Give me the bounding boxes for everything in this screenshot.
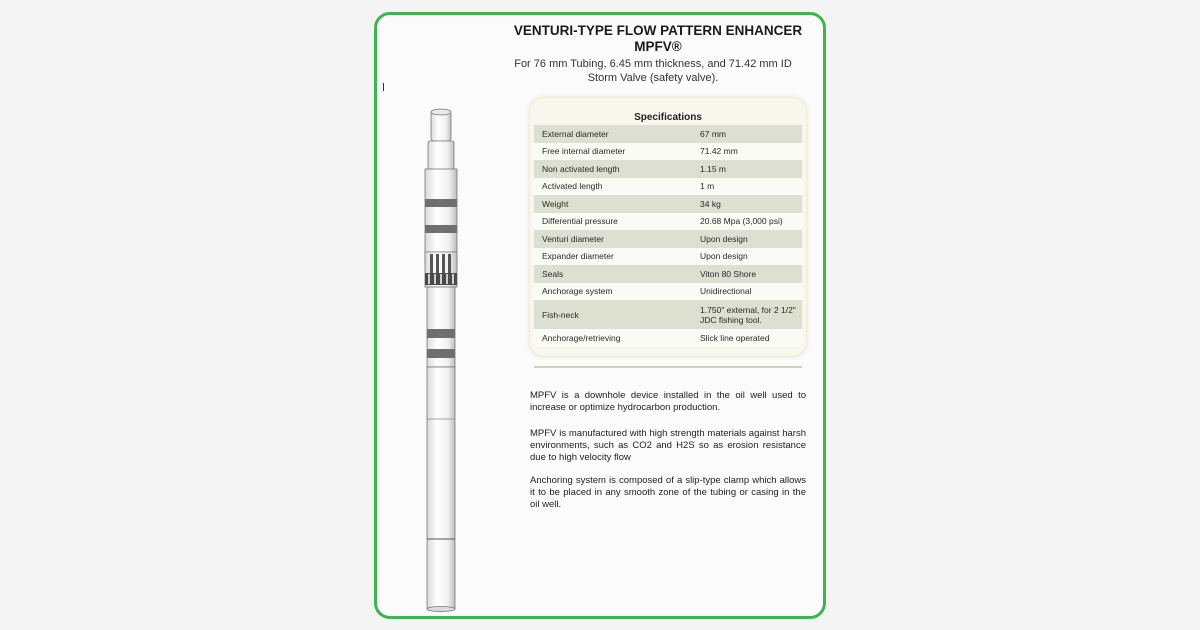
description-paragraph-3: Anchoring system is composed of a slip-type clamp which allows it to be placed in any smooth zone of the tubing or casing in the oil well. [530, 475, 806, 510]
spec-value: 1.15 m [692, 160, 802, 178]
table-row [534, 178, 802, 196]
spec-value: Unidirectional [692, 283, 802, 301]
table-row [534, 143, 802, 161]
spec-label: Venturi diameter [534, 230, 692, 248]
tooth-2 [434, 274, 436, 284]
spec-label: Anchorage/retrieving [534, 329, 692, 347]
fish-neck-cap [431, 109, 451, 115]
spec-label: Anchorage system [534, 283, 692, 301]
subtitle-line-1: For 76 mm Tubing, 6.45 mm thickness, and 71.42 mm ID [514, 58, 792, 70]
spec-value: Upon design [692, 248, 802, 266]
spec-value: Slick line operated [692, 329, 802, 347]
description-paragraph-2: MPFV is manufactured with high strength materials against harsh environments, such as CO2 and H2S so as erosion resistance due to high velocity flow [530, 428, 806, 463]
table-row [534, 195, 802, 213]
tool-illustration [417, 107, 467, 613]
slip-2 [436, 254, 439, 274]
tooth-1 [428, 274, 430, 284]
spec-label: Weight [534, 195, 692, 213]
spec-label: Differential pressure [534, 213, 692, 231]
spec-label: Expander diameter [534, 248, 692, 266]
spec-value: Upon design [692, 230, 802, 248]
tooth-4 [446, 274, 448, 284]
description-paragraph-1: MPFV is a downhole device installed in the oil well used to increase or optimize hydrocarbon production. [530, 390, 806, 413]
spec-label: Seals [534, 265, 692, 283]
mid-band-1 [427, 329, 455, 338]
spec-label: Activated length [534, 178, 692, 196]
spec-label: Fish-neck [534, 300, 692, 329]
specifications-table [534, 125, 802, 347]
spec-label: External diameter [534, 125, 692, 143]
table-row [534, 213, 802, 231]
spec-value: 20.68 Mpa (3,000 psi) [692, 213, 802, 231]
spec-value: 34 kg [692, 195, 802, 213]
slip-3 [442, 254, 445, 274]
slip-4 [448, 254, 451, 274]
spec-value: 1.750" external, for 2 1/2" JDC fishing tool. [692, 300, 802, 329]
subtitle-line-2: Storm Valve (safety valve). [587, 71, 719, 84]
specifications-heading: Specifications [634, 112, 702, 123]
table-row [534, 230, 802, 248]
bottom-end [427, 607, 455, 612]
document-subtitle [503, 58, 803, 85]
table-row [534, 125, 802, 143]
spec-value: 71.42 mm [692, 143, 802, 161]
table-row [534, 329, 802, 347]
upper-band-2 [425, 225, 457, 233]
tooth-5 [452, 274, 454, 284]
specifications-panel [530, 98, 806, 356]
mid-band-2 [427, 349, 455, 358]
slip-1 [430, 254, 433, 274]
spec-value: 1 m [692, 178, 802, 196]
spec-label: Non activated length [534, 160, 692, 178]
product-sheet [374, 12, 826, 619]
spec-label: Free internal diameter [534, 143, 692, 161]
table-row [534, 160, 802, 178]
neck-collar [428, 141, 454, 171]
table-row [534, 248, 802, 266]
lower-body [427, 367, 455, 609]
upper-band-1 [425, 199, 457, 207]
document-title [493, 23, 823, 55]
spec-value: Viton 80 Shore [692, 265, 802, 283]
table-bottom-rule [534, 366, 802, 368]
tooth-3 [440, 274, 442, 284]
table-row [534, 265, 802, 283]
table-row [534, 300, 802, 329]
title-line-1: VENTURI-TYPE FLOW PATTERN ENHANCER [513, 23, 803, 38]
fish-neck [431, 111, 451, 141]
table-row [534, 283, 802, 301]
spec-value: 67 mm [692, 125, 802, 143]
title-line-2: MPFV® [634, 39, 682, 54]
stray-mark [383, 83, 384, 91]
